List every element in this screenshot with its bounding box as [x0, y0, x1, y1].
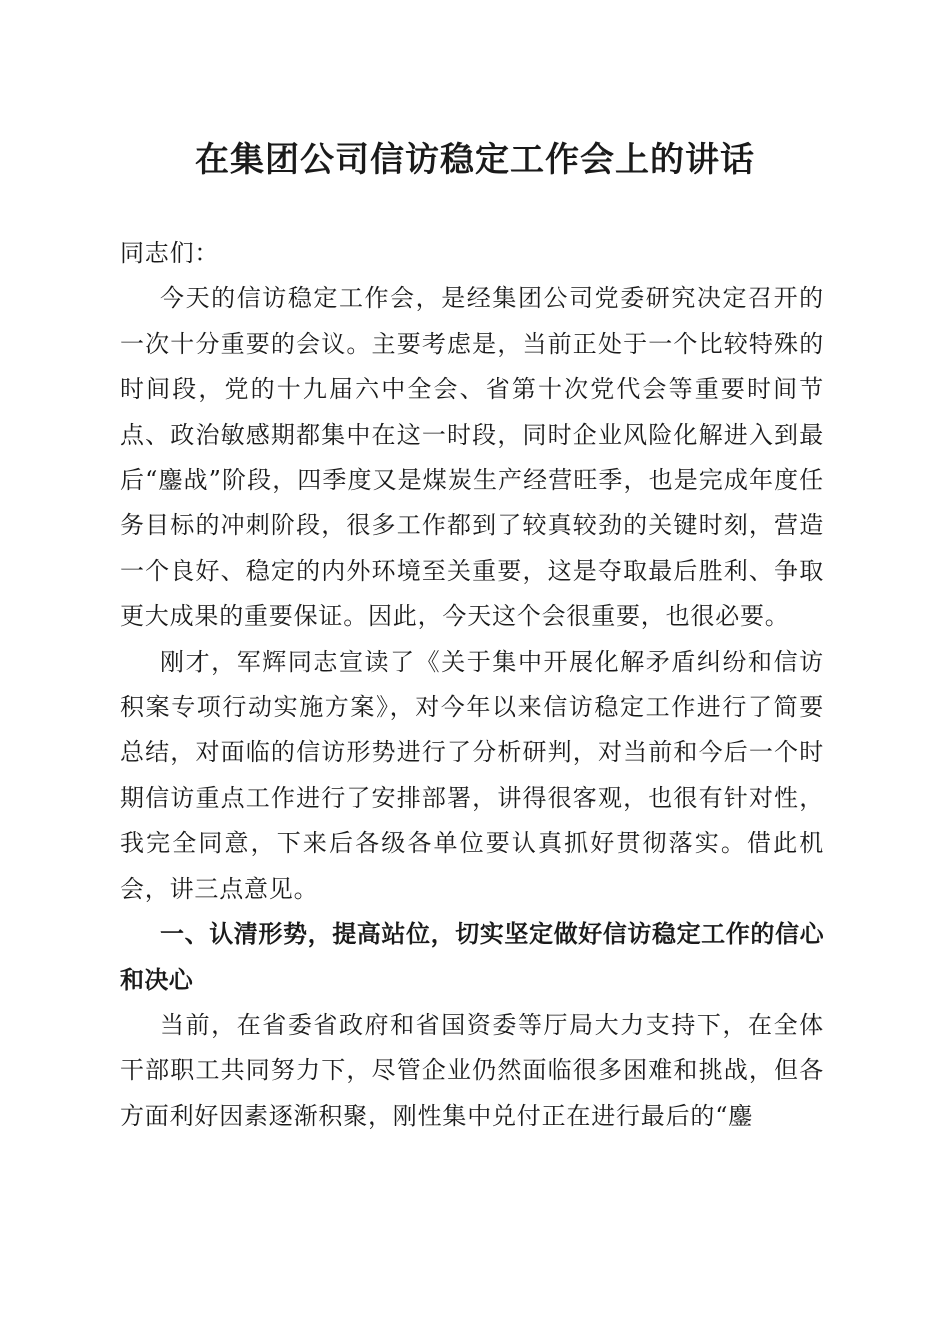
paragraph-section-1: 当前，在省委省政府和省国资委等厅局大力支持下，在全体干部职工共同努力下，尽管企业仍然面临很多困难和挑战，但各方面利好因素逐渐积聚，刚性集中兑付正在进行最后的“鏖: [120, 1010, 824, 1130]
paragraph-summary: 刚才，军辉同志宣读了《关于集中开展化解矛盾纠纷和信访积案专项行动实施方案》，对今年以来信访稳定工作进行了简要总结，对面临的信访形势进行了分析研判，对当前和今后一个时期信访重点工作进行了安排部署，讲得很客观，也很有针对性，我完全同意，下来后各级各单位要认真抓好贯彻落实。借此机会，讲三点意见。: [120, 647, 824, 903]
salutation: 同志们：: [120, 239, 220, 267]
document-title: 在集团公司信访稳定工作会上的讲话: [195, 140, 755, 180]
section-heading-1: 一、认清形势，提高站位，切实坚定做好信访稳定工作的信心和决心: [120, 920, 824, 994]
paragraph-intro: 今天的信访稳定工作会，是经集团公司党委研究决定召开的一次十分重要的会议。主要考虑是，当前正处于一个比较特殊的时间段，党的十九届六中全会、省第十次党代会等重要时间节点、政治敏感期都集中在这一时段，同时企业风险化解进入到最后“鏖战”阶段，四季度又是煤炭生产经营旺季，也是完成年度任务目标的冲刺阶段，很多工作都到了较真较劲的关键时刻，营造一个良好、稳定的内外环境至关重要，这是夺取最后胜利、争取更大成果的重要保证。因此，今天这个会很重要，也很必要。: [120, 284, 824, 631]
document-body: [120, 231, 824, 1139]
